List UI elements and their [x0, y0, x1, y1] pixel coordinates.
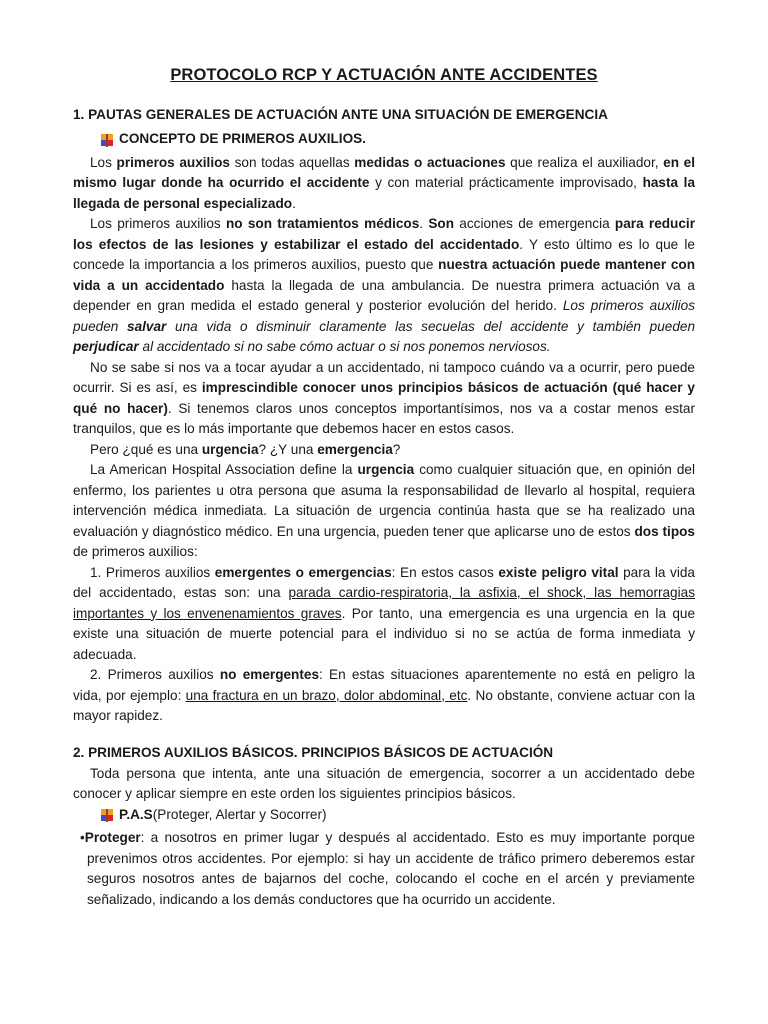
- bold-text: dos tipos: [634, 523, 695, 539]
- text-run: Los: [90, 154, 117, 170]
- subheading-concepto-text: CONCEPTO DE PRIMEROS AUXILIOS.: [119, 131, 366, 146]
- text-run: y con material prácticamente improvisado,: [369, 175, 643, 190]
- bullet-label: Proteger: [84, 830, 141, 845]
- bold-text: urgencia: [201, 441, 259, 457]
- text-run: . Si tenemos claros unos conceptos importantísimos, nos va a costar menos estar tranquilos, que es lo más importante que debemos hacer en estos casos.: [73, 400, 695, 436]
- bold-text: Son: [428, 216, 455, 231]
- text-run: Los primeros auxilios: [90, 216, 226, 231]
- paragraph-4: [73, 440, 695, 461]
- bold-text: emergencia: [317, 441, 393, 457]
- section-1-heading: 1. PAUTAS GENERALES DE ACTUACIÓN ANTE UNA SITUACIÓN DE EMERGENCIA: [73, 107, 608, 122]
- section-2-heading: 2. PRIMEROS AUXILIOS BÁSICOS. PRINCIPIOS BÁSICOS DE ACTUACIÓN: [73, 744, 554, 760]
- bold-italic-text: salvar: [127, 318, 167, 334]
- bold-text: en el mismo lugar donde ha ocurrido el accidente: [73, 154, 695, 190]
- paragraph-8: Toda persona que intenta, ante una situación de emergencia, socorrer a un accidentado debe conocer y aplicar siempre en este orden los siguientes principios básicos.: [73, 765, 695, 801]
- text-run: .: [292, 195, 296, 211]
- bold-text: primeros auxilios: [116, 154, 230, 170]
- bullet-dot: •: [80, 830, 85, 845]
- bullet-proteger: [73, 828, 695, 910]
- text-run: .: [419, 216, 429, 231]
- text-run: son todas aquellas: [229, 154, 355, 170]
- bold-text: imprescindible conocer unos principios básicos de actuación (qué hacer y qué no hacer): [73, 380, 695, 416]
- subheading-concepto: [101, 129, 695, 150]
- text-run: . No obstante, conviene actuar con la mayor rapidez.: [73, 687, 696, 723]
- paragraph-6: [73, 563, 695, 666]
- underlined-text: una fractura en un brazo, dolor abdominal, etc: [185, 687, 468, 703]
- bold-text: no emergentes: [219, 667, 320, 682]
- text-run: . Y esto último es lo que le concede la importancia a los primeros auxilios, puesto que: [73, 236, 695, 272]
- text-run: acciones de emergencia: [454, 216, 615, 231]
- italic-text: Los primeros auxilios pueden: [73, 298, 695, 334]
- paragraph-7: [73, 665, 695, 727]
- bold-italic-text: perjudicar: [73, 339, 139, 354]
- bold-text: medidas o actuaciones: [354, 154, 506, 170]
- subheading-pas-bold: P.A.S: [119, 806, 153, 822]
- text-run: No se sabe si nos va a tocar ayudar a un accidentado, ni tampoco cuándo va a ocurrir, pero puede ocurrir. Si es así, es: [73, 359, 695, 395]
- text-run: como cualquier situación que, en opinión del enfermo, los parientes u otra persona que asuma la responsabilidad de llevarlo al hospital, requiera intervención médica inmediata. La situación de urgencia continúa hasta que se ha realizado una evaluación y diagnóstico médico. En una urgencia, pueden tener que aplicarse uno de estos: [73, 462, 695, 539]
- colored-squares-bullet-icon: [101, 133, 114, 146]
- subheading-pas-rest: (Proteger, Alertar y Socorrer): [152, 806, 327, 822]
- bold-text: no son tratamientos médicos: [225, 216, 420, 231]
- bold-text: emergentes o emergencias: [214, 564, 392, 580]
- text-run: ? ¿Y una: [258, 441, 318, 457]
- bold-text: nuestra actuación puede mantener con vida a un accidentado: [73, 257, 695, 293]
- bold-text: hasta la llegada de personal especializado: [73, 175, 696, 211]
- text-run: 2. Primeros auxilios: [90, 667, 220, 682]
- text-run: ?: [392, 441, 401, 457]
- document-page: [73, 66, 695, 910]
- bold-text: existe peligro vital: [498, 564, 619, 580]
- bold-text: para reducir los efectos de las lesiones y estabilizar el estado del accidentado: [73, 216, 695, 252]
- colored-squares-bullet-icon: [101, 808, 114, 821]
- underlined-text: parada cardio-respiratoria, la asfixia, el shock, las hemorragias importantes y los envenenamientos graves: [73, 585, 695, 621]
- document-title: PROTOCOLO RCP Y ACTUACIÓN ANTE ACCIDENTES: [170, 66, 598, 84]
- text-run: de primeros auxilios:: [73, 544, 198, 559]
- paragraph-3: [73, 358, 695, 440]
- text-run: para la vida del accidentado, estas son: una: [73, 564, 695, 600]
- text-run: . Por tanto, una emergencia es una urgencia en la que existe una situación de muerte potencial para el individuo si no se actúa de forma inmediata y adecuada.: [73, 605, 696, 662]
- text-run: que realiza el auxiliador,: [505, 154, 664, 170]
- paragraph-5: [73, 460, 695, 563]
- text-run: La American Hospital Association define la: [90, 462, 358, 477]
- text-run: Pero ¿qué es una: [90, 441, 202, 457]
- text-run: hasta la llegada de una ambulancia. De nuestra primera actuación va a depender en gran medida el estado general y posterior evolución del herido.: [73, 277, 695, 313]
- text-run: : En estas situaciones aparentemente no está en peligro la vida, por ejemplo:: [73, 667, 695, 703]
- italic-text: una vida o disminuir claramente las secuelas del accidente y también pueden: [166, 318, 696, 334]
- paragraph-1: [73, 153, 695, 215]
- bold-text: urgencia: [357, 462, 415, 477]
- subheading-pas: [101, 805, 695, 826]
- paragraph-2: [73, 214, 695, 358]
- bullet-text: : a nosotros en primer lugar y después al accidentado. Esto es muy importante porque prevenimos otros accidentes. Por ejemplo: si hay un accidente de tráfico primero deberemos estar seguros nosotros antes de bajarnos del coche, colocando el coche en el arcén y previamente señalizado, indicando a los demás conductores que ha ocurrido un accidente.: [87, 830, 695, 907]
- text-run: : En estos casos: [391, 564, 499, 580]
- italic-text: al accidentado si no sabe cómo actuar o si nos ponemos nerviosos.: [138, 339, 551, 354]
- text-run: 1. Primeros auxilios: [90, 564, 215, 580]
